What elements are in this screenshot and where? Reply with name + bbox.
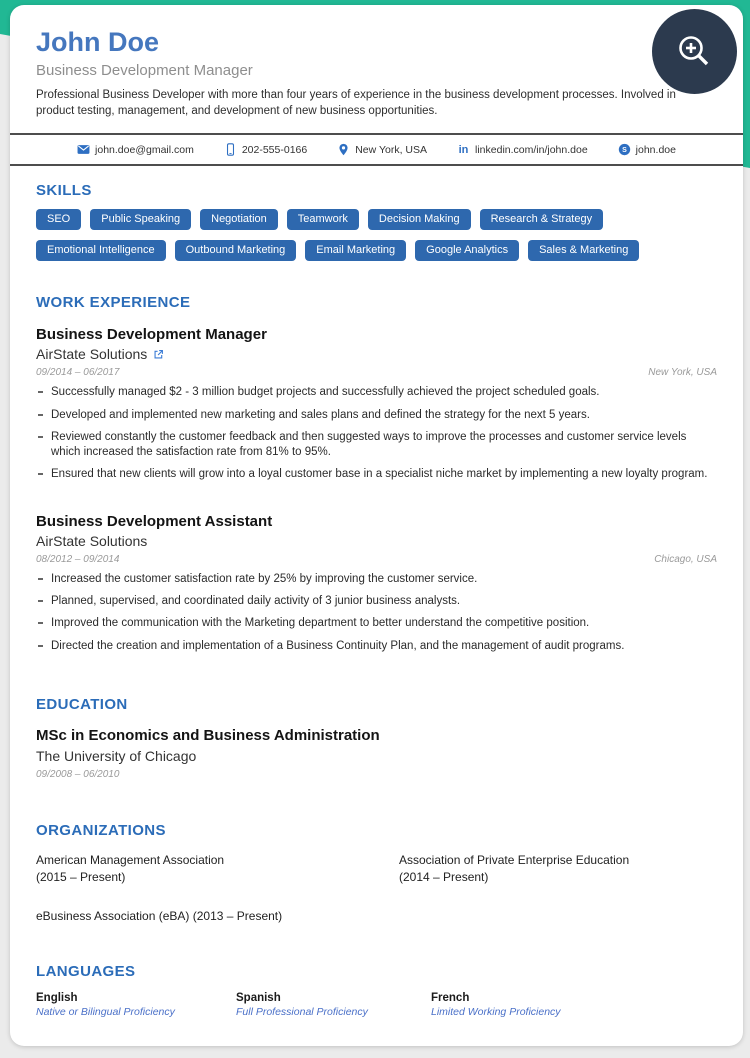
svg-text:S: S <box>621 147 627 155</box>
organization-item: eBusiness Association (eBA) (2013 – Present) <box>36 909 283 924</box>
skills-heading: SKILLS <box>36 182 92 200</box>
skills-section <box>36 182 717 261</box>
skill-badge: Sales & Marketing <box>528 240 639 261</box>
skill-badge: Google Analytics <box>415 240 519 261</box>
organization-item <box>36 852 399 886</box>
job-entry <box>36 513 717 654</box>
zoom-button[interactable] <box>652 9 737 94</box>
language-level: Full Professional Proficiency <box>236 1006 368 1019</box>
language-item <box>36 992 236 1018</box>
organization-item <box>399 852 717 886</box>
location-pin-icon <box>337 143 350 156</box>
job-bullet: Planned, supervised, and coordinated daily activity of 3 junior business analysts. <box>36 594 717 609</box>
job-bullets <box>36 385 717 482</box>
job-bullet: Improved the communication with the Marketing department to better understand the competitive position. <box>36 616 717 631</box>
job-bullet: Successfully managed $2 - 3 million budget projects and successfully achieved the project scheduled goals. <box>36 385 717 400</box>
education-dates: 09/2008 – 06/2010 <box>36 768 120 780</box>
contact-location-text: New York, USA <box>355 143 428 156</box>
external-link-icon[interactable] <box>153 349 164 360</box>
job-title: Business Development Assistant <box>36 512 273 530</box>
organizations-heading: ORGANIZATIONS <box>36 821 166 839</box>
skill-badge: Research & Strategy <box>480 209 604 230</box>
contact-bar <box>10 133 743 166</box>
job-bullet: Increased the customer satisfaction rate by 25% by improving the customer service. <box>36 572 717 587</box>
education-section <box>36 696 717 780</box>
skills-row-2 <box>36 240 717 261</box>
work-experience-heading: WORK EXPERIENCE <box>36 294 191 312</box>
skype-icon <box>618 143 631 156</box>
skill-badge: Public Speaking <box>90 209 191 230</box>
resume-card <box>10 5 743 1046</box>
language-item <box>431 992 561 1018</box>
job-dates: 09/2014 – 06/2017 <box>36 367 120 379</box>
skill-badge: Email Marketing <box>305 240 406 261</box>
job-entry <box>36 326 717 482</box>
phone-icon <box>224 143 237 156</box>
skill-badge: Decision Making <box>368 209 471 230</box>
candidate-title: Business Development Manager <box>36 62 253 79</box>
job-bullets <box>36 572 717 654</box>
email-icon <box>77 143 90 156</box>
linkedin-icon: in <box>458 143 469 156</box>
skill-badge: Emotional Intelligence <box>36 240 166 261</box>
job-dates: 08/2012 – 09/2014 <box>36 553 120 565</box>
job-company-name: AirState Solutions <box>36 532 148 549</box>
skill-badge: SEO <box>36 209 81 230</box>
job-bullet: Reviewed constantly the customer feedback and then suggested ways to improve the processes and customer service levels which increased the satisfaction rate from 81% to 95%. <box>36 430 717 461</box>
education-degree: MSc in Economics and Business Administration <box>36 726 380 744</box>
education-school: The University of Chicago <box>36 747 197 764</box>
organization-dates: (2014 – Present) <box>399 869 489 884</box>
languages-row <box>36 992 717 1018</box>
language-level: Limited Working Proficiency <box>431 1006 561 1019</box>
contact-phone-text: 202-555-0166 <box>241 143 308 156</box>
contact-email-text: john.doe@gmail.com <box>95 143 194 156</box>
language-name: Spanish <box>236 992 281 1005</box>
job-company-name: AirState Solutions <box>36 346 148 363</box>
work-experience-section <box>36 294 717 654</box>
contact-phone <box>224 143 307 156</box>
skills-row-1 <box>36 209 717 230</box>
job-bullet: Developed and implemented new marketing and sales plans and defined the strategy for the next 5 years. <box>36 408 717 423</box>
job-company <box>36 533 717 549</box>
organization-name: Association of Private Enterprise Education <box>399 852 630 867</box>
contact-linkedin-text: linkedin.com/in/john.doe <box>475 143 588 156</box>
language-name: English <box>36 992 78 1005</box>
language-item <box>236 992 431 1018</box>
contact-skype-text: john.doe <box>635 143 676 156</box>
contact-linkedin <box>457 143 588 156</box>
job-meta <box>36 367 717 378</box>
skill-badge: Outbound Marketing <box>175 240 297 261</box>
organization-dates: (2015 – Present) <box>36 869 126 884</box>
job-bullet: Directed the creation and implementation of a Business Continuity Plan, and the management of audit programs. <box>36 639 717 654</box>
languages-section <box>36 963 717 1018</box>
candidate-name: John Doe <box>36 27 160 57</box>
skill-badge: Negotiation <box>200 209 278 230</box>
job-location: Chicago, USA <box>654 553 717 565</box>
organizations-grid <box>36 852 717 886</box>
contact-email <box>77 143 194 156</box>
languages-heading: LANGUAGES <box>36 963 136 981</box>
organization-name: American Management Association <box>36 852 225 867</box>
skill-badge: Teamwork <box>287 209 359 230</box>
language-name: French <box>431 992 470 1005</box>
job-company <box>36 346 717 362</box>
candidate-summary: Professional Business Developer with more than four years of experience in the business development processes. Involved in product testing, management, and development of new business opportunities. <box>36 89 676 117</box>
contact-skype <box>618 143 676 156</box>
job-bullet: Ensured that new clients will grow into a loyal customer base in a specialist niche market by implementing a new loyalty program. <box>36 467 717 482</box>
language-level: Native or Bilingual Proficiency <box>36 1006 175 1019</box>
magnifier-plus-icon <box>673 30 717 74</box>
job-location: New York, USA <box>648 367 717 379</box>
education-heading: EDUCATION <box>36 695 128 713</box>
organizations-section <box>36 822 717 924</box>
contact-location <box>337 143 427 156</box>
job-meta <box>36 554 717 565</box>
job-title: Business Development Manager <box>36 326 267 344</box>
